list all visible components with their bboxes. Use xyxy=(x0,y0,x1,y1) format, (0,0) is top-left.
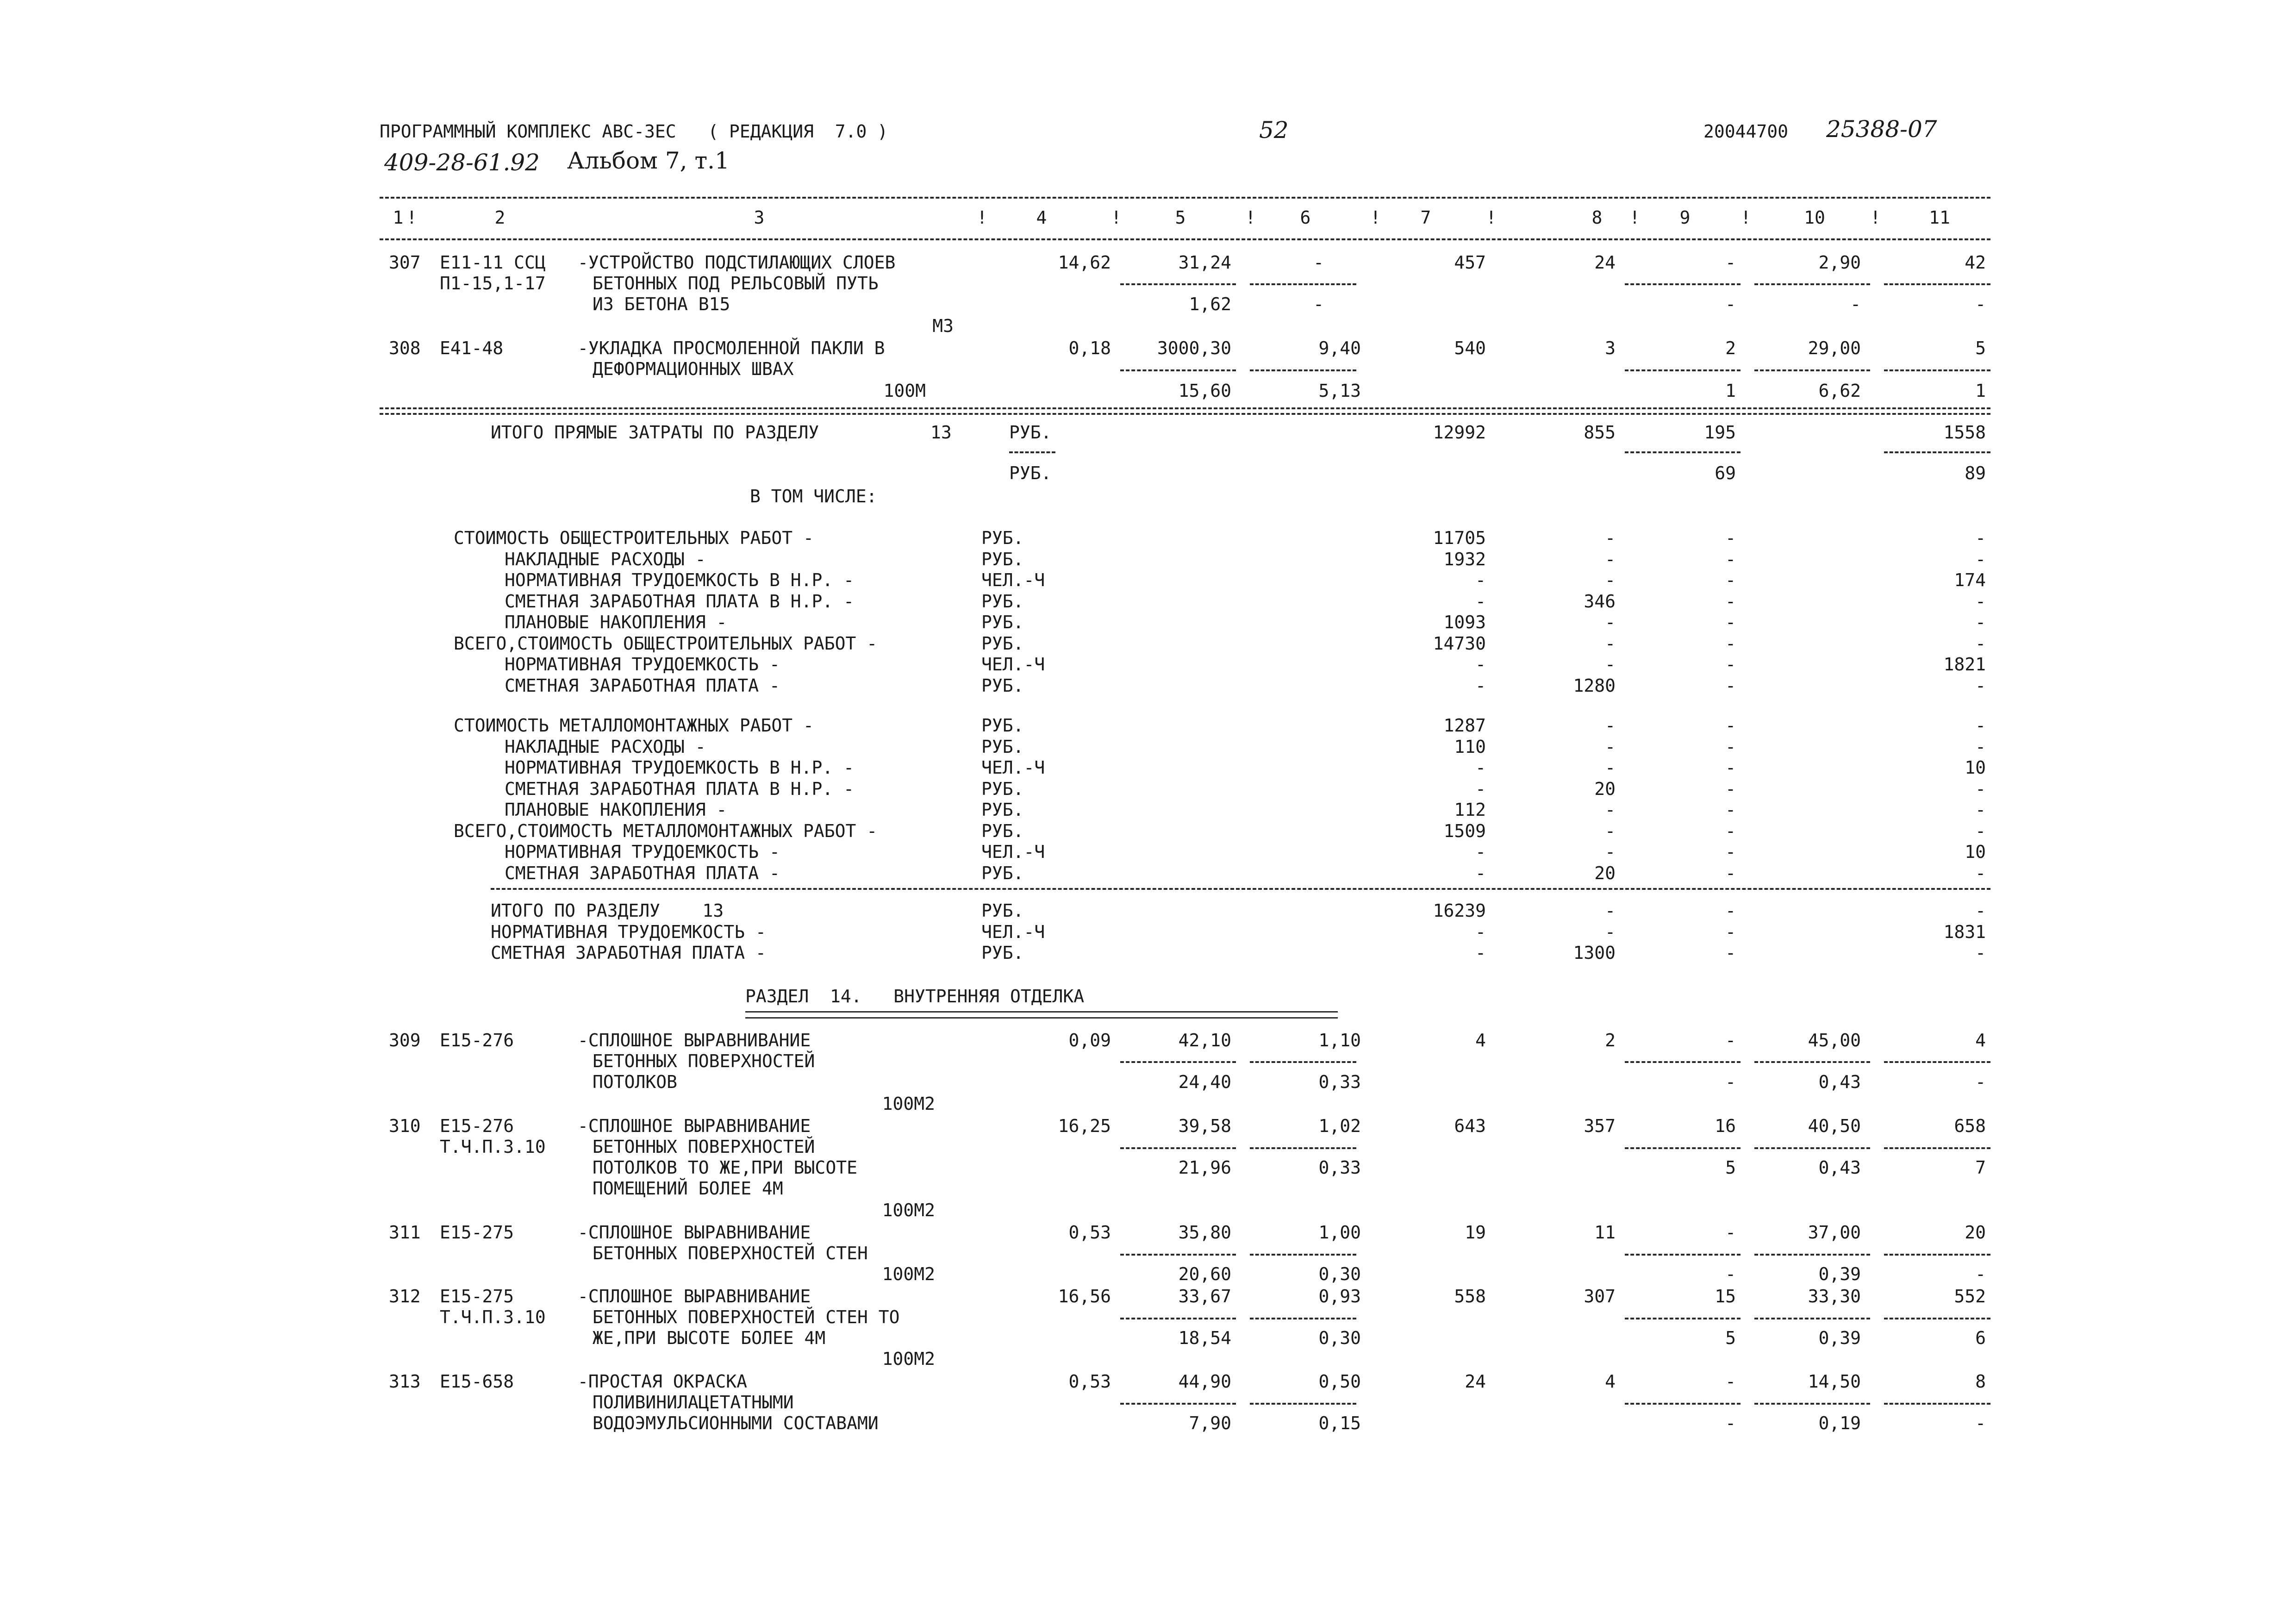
itogo-direct-col8: 855 xyxy=(1584,422,1616,443)
summary-col7: - xyxy=(1475,863,1486,883)
col10-value: 45,00 xyxy=(1808,1030,1861,1050)
itogo-direct-unit: РУБ. xyxy=(1009,422,1052,443)
row-unit: 100М2 xyxy=(882,1264,935,1284)
row-description: БЕТОННЫХ ПОВЕРХНОСТЕЙ xyxy=(593,1051,815,1071)
summary-col11: - xyxy=(1975,736,1986,757)
summary-col11: - xyxy=(1975,800,1986,820)
summary-label: ПЛАНОВЫЕ НАКОПЛЕНИЯ - xyxy=(505,800,727,820)
col10-value-b: 0,39 xyxy=(1818,1328,1861,1348)
row-description: БЕТОННЫХ ПОВЕРХНОСТЕЙ СТЕН xyxy=(593,1243,868,1263)
summary-col11: - xyxy=(1975,900,1986,921)
row-code-extra: Т.Ч.П.3.10 xyxy=(440,1307,546,1327)
itogo-direct-unit2: РУБ. xyxy=(1009,463,1052,483)
col6-value: 1,02 xyxy=(1318,1116,1361,1136)
summary-col7: 112 xyxy=(1454,800,1486,820)
summary-col7: - xyxy=(1475,654,1486,675)
summary-col8: - xyxy=(1605,800,1616,820)
row-description: ПОМЕЩЕНИЙ БОЛЕЕ 4М xyxy=(593,1178,783,1199)
col8-value: 357 xyxy=(1584,1116,1616,1136)
summary-col7: - xyxy=(1475,675,1486,696)
col9-value: - xyxy=(1725,252,1736,273)
summary-col11: 1831 xyxy=(1943,921,1986,942)
col11-value-b: 1 xyxy=(1975,381,1986,401)
summary-col11: - xyxy=(1975,820,1986,841)
col10-value: 37,00 xyxy=(1808,1222,1861,1243)
itogo-direct-section: 13 xyxy=(930,422,952,443)
row-number: 312 xyxy=(389,1286,421,1307)
summary-unit: ЧЕЛ.-Ч xyxy=(981,842,1045,862)
summary-col9: - xyxy=(1725,612,1736,632)
summary-label: ИТОГО ПО РАЗДЕЛУ 13 xyxy=(491,900,724,921)
col11-value-b: - xyxy=(1975,1072,1986,1092)
col5-price: 31,24 xyxy=(1178,252,1231,273)
summary-label: ВСЕГО,СТОИМОСТЬ ОБЩЕСТРОИТЕЛЬНЫХ РАБОТ - xyxy=(454,633,878,654)
row-code: Е15-658 xyxy=(440,1371,514,1392)
summary-col7: - xyxy=(1475,943,1486,963)
summary-unit: РУБ. xyxy=(981,800,1024,820)
summary-col7: 110 xyxy=(1454,736,1486,757)
col10-value: 33,30 xyxy=(1808,1286,1861,1307)
summary-label: СМЕТНАЯ ЗАРАБОТНАЯ ПЛАТА В Н.Р. - xyxy=(505,778,854,799)
summary-col11: - xyxy=(1975,549,1986,569)
summary-unit: РУБ. xyxy=(981,633,1024,654)
summary-col7: 14730 xyxy=(1433,633,1486,654)
col5-price-wage: 18,54 xyxy=(1178,1328,1231,1348)
row-code-extra: П1-15,1-17 xyxy=(440,273,546,294)
summary-col7: - xyxy=(1475,591,1486,612)
summary-unit: РУБ. xyxy=(981,612,1024,632)
summary-unit: РУБ. xyxy=(981,736,1024,757)
document-code: 20044700 xyxy=(1703,121,1789,142)
row-unit: М3 xyxy=(932,316,954,336)
row-description: -СПЛОШНОЕ ВЫРАВНИВАНИЕ xyxy=(578,1116,811,1136)
col9-value-b: 5 xyxy=(1725,1157,1736,1178)
row-description: ЖЕ,ПРИ ВЫСОТЕ БОЛЕЕ 4М xyxy=(593,1328,826,1348)
row-number: 307 xyxy=(389,252,421,273)
col11-value: 658 xyxy=(1954,1116,1986,1136)
summary-col7: - xyxy=(1475,778,1486,799)
table-top-rule xyxy=(380,197,1990,199)
summary-col11: 10 xyxy=(1965,757,1986,778)
col6-value: 1,00 xyxy=(1318,1222,1361,1243)
col11-value: 5 xyxy=(1975,338,1986,358)
summary-col8: - xyxy=(1605,842,1616,862)
col11-value-b: - xyxy=(1975,294,1986,314)
summary-col8: - xyxy=(1605,549,1616,569)
col8-value: 4 xyxy=(1605,1371,1616,1392)
document-number: 25388-07 xyxy=(1826,116,1937,143)
header-bottom-rule xyxy=(380,238,1990,240)
summary-col9: - xyxy=(1725,921,1736,942)
summary-unit: ЧЕЛ.-Ч xyxy=(981,757,1045,778)
col5-price: 39,58 xyxy=(1178,1116,1231,1136)
col5-price-wage: 1,62 xyxy=(1189,294,1231,314)
col6-value-wage: 0,30 xyxy=(1318,1328,1361,1348)
summary-col9: - xyxy=(1725,757,1736,778)
row-code: Е41-48 xyxy=(440,338,504,358)
summary-col7: - xyxy=(1475,757,1486,778)
summary-label: НОРМАТИВНАЯ ТРУДОЕМКОСТЬ В Н.Р. - xyxy=(505,757,854,778)
section-rule xyxy=(380,407,1990,409)
summary-col9: - xyxy=(1725,715,1736,736)
col5-price-wage: 15,60 xyxy=(1178,381,1231,401)
summary-unit: РУБ. xyxy=(981,549,1024,569)
summary-col11: 174 xyxy=(1954,570,1986,590)
col9-value: - xyxy=(1725,1222,1736,1243)
summary-col9: - xyxy=(1725,591,1736,612)
page-number: 52 xyxy=(1259,117,1289,144)
summary-col8: - xyxy=(1605,633,1616,654)
col7-total: 19 xyxy=(1465,1222,1486,1243)
col8-value: 11 xyxy=(1594,1222,1616,1243)
summary-col7: 1287 xyxy=(1443,715,1486,736)
row-code: Е15-276 xyxy=(440,1116,514,1136)
summary-col11: 10 xyxy=(1965,842,1986,862)
row-description: ПОТОЛКОВ ТО ЖЕ,ПРИ ВЫСОТЕ xyxy=(593,1157,857,1178)
row-description: -ПРОСТАЯ ОКРАСКА xyxy=(578,1371,748,1392)
row-unit: 100М2 xyxy=(882,1094,935,1114)
summary-label: НОРМАТИВНАЯ ТРУДОЕМКОСТЬ - xyxy=(505,654,780,675)
col6-value: - xyxy=(1313,252,1324,273)
col9-value-b: - xyxy=(1725,1264,1736,1284)
summary-col11: - xyxy=(1975,675,1986,696)
summary-unit: ЧЕЛ.-Ч xyxy=(981,654,1045,675)
summary-col7: 1509 xyxy=(1443,820,1486,841)
summary-col9: - xyxy=(1725,842,1736,862)
col5-price-wage: 21,96 xyxy=(1178,1157,1231,1178)
col9-value: 15 xyxy=(1715,1286,1736,1307)
summary-col11: - xyxy=(1975,943,1986,963)
row-unit: 100М xyxy=(883,381,926,401)
itogo-direct-col9b: 69 xyxy=(1715,463,1736,483)
row-description: ДЕФОРМАЦИОННЫХ ШВАХ xyxy=(593,359,794,379)
summary-label: ПЛАНОВЫЕ НАКОПЛЕНИЯ - xyxy=(505,612,727,632)
summary-label: ВСЕГО,СТОИМОСТЬ МЕТАЛЛОМОНТАЖНЫХ РАБОТ - xyxy=(454,820,878,841)
summary-col9: - xyxy=(1725,570,1736,590)
summary-unit: РУБ. xyxy=(981,528,1024,548)
itogo-direct-col7: 12992 xyxy=(1433,422,1486,443)
col8-value: 3 xyxy=(1605,338,1616,358)
row-description: -УСТРОЙСТВО ПОДСТИЛАЮЩИХ СЛОЕВ xyxy=(578,252,896,273)
section-14-title: РАЗДЕЛ 14. ВНУТРЕННЯЯ ОТДЕЛКА xyxy=(745,986,1085,1007)
col5-price: 33,67 xyxy=(1178,1286,1231,1307)
summary-label: НОРМАТИВНАЯ ТРУДОЕМКОСТЬ - xyxy=(491,921,766,942)
summary-col8: - xyxy=(1605,570,1616,590)
summary-unit: РУБ. xyxy=(981,900,1024,921)
summary-col8: - xyxy=(1605,612,1616,632)
summary-col11: - xyxy=(1975,633,1986,654)
col6-value: 0,93 xyxy=(1318,1286,1361,1307)
summary-col8: - xyxy=(1605,757,1616,778)
itogo-direct-col9: 195 xyxy=(1704,422,1736,443)
col10-value-b: 0,43 xyxy=(1818,1072,1861,1092)
row-number: 308 xyxy=(389,338,421,358)
col11-value-b: - xyxy=(1975,1264,1986,1284)
col10-value-b: 6,62 xyxy=(1818,381,1861,401)
row-unit: 100М2 xyxy=(882,1349,935,1369)
col11-value: 4 xyxy=(1975,1030,1986,1050)
col-header-7: 7 xyxy=(1420,207,1431,228)
album-code: 409-28-61.92 xyxy=(384,149,540,176)
col11-value-b: 7 xyxy=(1975,1157,1986,1178)
summary-col7: - xyxy=(1475,570,1486,590)
col9-value: 16 xyxy=(1715,1116,1736,1136)
col5-price-wage: 7,90 xyxy=(1189,1413,1231,1433)
col11-value: 20 xyxy=(1965,1222,1986,1243)
itogo-rule xyxy=(491,888,1990,890)
summary-col7: 1093 xyxy=(1443,612,1486,632)
row-code: Е15-275 xyxy=(440,1222,514,1243)
row-number: 309 xyxy=(389,1030,421,1050)
col-header-3: 3 xyxy=(754,207,765,228)
summary-col11: - xyxy=(1975,863,1986,883)
summary-label: НОРМАТИВНАЯ ТРУДОЕМКОСТЬ - xyxy=(505,842,780,862)
summary-unit: ЧЕЛ.-Ч xyxy=(981,570,1045,590)
summary-col9: - xyxy=(1725,654,1736,675)
col7-total: 540 xyxy=(1454,338,1486,358)
summary-label: СМЕТНАЯ ЗАРАБОТНАЯ ПЛАТА - xyxy=(491,943,766,963)
row-number: 311 xyxy=(389,1222,421,1243)
summary-label: СМЕТНАЯ ЗАРАБОТНАЯ ПЛАТА - xyxy=(505,863,780,883)
summary-col9: - xyxy=(1725,800,1736,820)
col7-total: 558 xyxy=(1454,1286,1486,1307)
col11-value-b: - xyxy=(1975,1413,1986,1433)
col9-value: - xyxy=(1725,1371,1736,1392)
section-rule xyxy=(380,413,1990,415)
col11-value: 8 xyxy=(1975,1371,1986,1392)
col8-value: 2 xyxy=(1605,1030,1616,1050)
program-header: ПРОГРАММНЫЙ КОМПЛЕКС АВС-ЗЕС ( РЕДАКЦИЯ 7.0 ) xyxy=(380,121,888,142)
summary-col9: - xyxy=(1725,675,1736,696)
col7-total: 457 xyxy=(1454,252,1486,273)
summary-col11: - xyxy=(1975,715,1986,736)
row-description: -СПЛОШНОЕ ВЫРАВНИВАНИЕ xyxy=(578,1222,811,1243)
summary-label: НОРМАТИВНАЯ ТРУДОЕМКОСТЬ В Н.Р. - xyxy=(505,570,854,590)
col5-price: 42,10 xyxy=(1178,1030,1231,1050)
summary-label: НАКЛАДНЫЕ РАСХОДЫ - xyxy=(505,736,706,757)
col5-price-wage: 20,60 xyxy=(1178,1264,1231,1284)
row-number: 310 xyxy=(389,1116,421,1136)
col6-value-wage: 5,13 xyxy=(1318,381,1361,401)
summary-col9: - xyxy=(1725,528,1736,548)
summary-col9: - xyxy=(1725,820,1736,841)
summary-col8: 1300 xyxy=(1573,943,1616,963)
row-description: ПОТОЛКОВ xyxy=(593,1072,678,1092)
summary-unit: РУБ. xyxy=(981,591,1024,612)
col9-value: - xyxy=(1725,1030,1736,1050)
col10-value-b: - xyxy=(1850,294,1861,314)
row-description: БЕТОННЫХ ПОД РЕЛЬСОВЫЙ ПУТЬ xyxy=(593,273,879,294)
summary-col9: - xyxy=(1725,633,1736,654)
summary-label: СМЕТНАЯ ЗАРАБОТНАЯ ПЛАТА - xyxy=(505,675,780,696)
col11-value: 552 xyxy=(1954,1286,1986,1307)
row-code: Е15-276 xyxy=(440,1030,514,1050)
summary-col8: - xyxy=(1605,715,1616,736)
row-description: БЕТОННЫХ ПОВЕРХНОСТЕЙ xyxy=(593,1137,815,1157)
col6-value-wage: 0,30 xyxy=(1318,1264,1361,1284)
col6-value-wage: 0,33 xyxy=(1318,1072,1361,1092)
col-header-9: 9 xyxy=(1679,207,1691,228)
col4-quantity: 0,09 xyxy=(1068,1030,1111,1050)
album-label: Альбом 7, т.1 xyxy=(567,147,730,174)
col9-value-b: - xyxy=(1725,1413,1736,1433)
summary-label: НАКЛАДНЫЕ РАСХОДЫ - xyxy=(505,549,706,569)
summary-col8: - xyxy=(1605,900,1616,921)
col10-value: 29,00 xyxy=(1808,338,1861,358)
col4-quantity: 16,56 xyxy=(1058,1286,1111,1307)
row-description: -СПЛОШНОЕ ВЫРАВНИВАНИЕ xyxy=(578,1286,811,1307)
summary-unit: ЧЕЛ.-Ч xyxy=(981,921,1045,942)
col10-value-b: 0,39 xyxy=(1818,1264,1861,1284)
row-description: -УКЛАДКА ПРОСМОЛЕННОЙ ПАКЛИ В xyxy=(578,338,885,358)
summary-col8: - xyxy=(1605,820,1616,841)
itogo-direct-col11b: 89 xyxy=(1965,463,1986,483)
col6-value: 9,40 xyxy=(1318,338,1361,358)
col9-value-b: - xyxy=(1725,1072,1736,1092)
col11-value-b: 6 xyxy=(1975,1328,1986,1348)
summary-col7: - xyxy=(1475,921,1486,942)
col6-value-wage: - xyxy=(1313,294,1324,314)
summary-unit: РУБ. xyxy=(981,943,1024,963)
summary-col9: - xyxy=(1725,778,1736,799)
summary-col11: 1821 xyxy=(1943,654,1986,675)
summary-unit: РУБ. xyxy=(981,778,1024,799)
section-14-underline xyxy=(745,1011,1338,1019)
summary-unit: РУБ. xyxy=(981,863,1024,883)
col6-value-wage: 0,15 xyxy=(1318,1413,1361,1433)
v-tom-chisle: В ТОМ ЧИСЛЕ: xyxy=(750,486,877,506)
summary-col9: - xyxy=(1725,863,1736,883)
summary-col11: - xyxy=(1975,591,1986,612)
row-description: -СПЛОШНОЕ ВЫРАВНИВАНИЕ xyxy=(578,1030,811,1050)
col6-value: 0,50 xyxy=(1318,1371,1361,1392)
summary-col8: 1280 xyxy=(1573,675,1616,696)
col9-value: 2 xyxy=(1725,338,1736,358)
summary-col7: 11705 xyxy=(1433,528,1486,548)
col11-value: 42 xyxy=(1965,252,1986,273)
col7-total: 643 xyxy=(1454,1116,1486,1136)
summary-col7: 16239 xyxy=(1433,900,1486,921)
summary-col9: - xyxy=(1725,549,1736,569)
summary-col11: - xyxy=(1975,528,1986,548)
col-header-11: 11 xyxy=(1929,207,1950,228)
col4-quantity: 14,62 xyxy=(1058,252,1111,273)
summary-col9: - xyxy=(1725,943,1736,963)
col-header-5: 5 xyxy=(1175,207,1186,228)
summary-unit: РУБ. xyxy=(981,675,1024,696)
col9-value-b: 5 xyxy=(1725,1328,1736,1348)
col6-value-wage: 0,33 xyxy=(1318,1157,1361,1178)
row-description: БЕТОННЫХ ПОВЕРХНОСТЕЙ СТЕН ТО xyxy=(593,1307,900,1327)
summary-col8: 20 xyxy=(1594,778,1616,799)
summary-col8: - xyxy=(1605,921,1616,942)
col10-value-b: 0,43 xyxy=(1818,1157,1861,1178)
itogo-direct-label: ИТОГО ПРЯМЫЕ ЗАТРАТЫ ПО РАЗДЕЛУ xyxy=(491,422,819,443)
col-header-8: 8 xyxy=(1591,207,1603,228)
col7-total: 24 xyxy=(1465,1371,1486,1392)
row-code: Е15-275 xyxy=(440,1286,514,1307)
col10-value: 2,90 xyxy=(1818,252,1861,273)
col4-quantity: 0,18 xyxy=(1068,338,1111,358)
summary-col8: 346 xyxy=(1584,591,1616,612)
row-code-extra: Т.Ч.П.3.10 xyxy=(440,1137,546,1157)
col10-value: 14,50 xyxy=(1808,1371,1861,1392)
col5-price: 3000,30 xyxy=(1157,338,1231,358)
col7-total: 4 xyxy=(1475,1030,1486,1050)
col5-price-wage: 24,40 xyxy=(1178,1072,1231,1092)
col-header-2: 2 xyxy=(494,207,505,228)
row-description: ИЗ БЕТОНА В15 xyxy=(593,294,730,314)
col4-quantity: 0,53 xyxy=(1068,1222,1111,1243)
summary-label: СТОИМОСТЬ МЕТАЛЛОМОНТАЖНЫХ РАБОТ - xyxy=(454,715,814,736)
col6-value: 1,10 xyxy=(1318,1030,1361,1050)
col-header-4: 4 xyxy=(1036,207,1047,228)
col4-quantity: 16,25 xyxy=(1058,1116,1111,1136)
col10-value-b: 0,19 xyxy=(1818,1413,1861,1433)
summary-col11: - xyxy=(1975,612,1986,632)
itogo-direct-col11: 1558 xyxy=(1943,422,1986,443)
col10-value: 40,50 xyxy=(1808,1116,1861,1136)
summary-col8: - xyxy=(1605,654,1616,675)
col-header-10: 10 xyxy=(1804,207,1825,228)
summary-label: СМЕТНАЯ ЗАРАБОТНАЯ ПЛАТА В Н.Р. - xyxy=(505,591,854,612)
summary-col9: - xyxy=(1725,736,1736,757)
summary-col8: 20 xyxy=(1594,863,1616,883)
summary-label: СТОИМОСТЬ ОБЩЕСТРОИТЕЛЬНЫХ РАБОТ - xyxy=(454,528,814,548)
row-number: 313 xyxy=(389,1371,421,1392)
summary-unit: РУБ. xyxy=(981,820,1024,841)
summary-col8: - xyxy=(1605,736,1616,757)
summary-col11: - xyxy=(1975,778,1986,799)
col8-value: 307 xyxy=(1584,1286,1616,1307)
col5-price: 35,80 xyxy=(1178,1222,1231,1243)
row-description: ВОДОЭМУЛЬСИОННЫМИ СОСТАВАМИ xyxy=(593,1413,879,1433)
col-header-6: 6 xyxy=(1300,207,1311,228)
row-description: ПОЛИВИНИЛАЦЕТАТНЫМИ xyxy=(593,1392,794,1413)
summary-col7: 1932 xyxy=(1443,549,1486,569)
col8-value: 24 xyxy=(1594,252,1616,273)
col-header-1: 1 xyxy=(393,207,404,228)
row-code: Е11-11 ССЦ xyxy=(440,252,546,273)
col4-quantity: 0,53 xyxy=(1068,1371,1111,1392)
summary-col9: - xyxy=(1725,900,1736,921)
col9-value-b: - xyxy=(1725,294,1736,314)
row-unit: 100М2 xyxy=(882,1200,935,1220)
summary-col7: - xyxy=(1475,842,1486,862)
col5-price: 44,90 xyxy=(1178,1371,1231,1392)
col9-value-b: 1 xyxy=(1725,381,1736,401)
summary-unit: РУБ. xyxy=(981,715,1024,736)
summary-col8: - xyxy=(1605,528,1616,548)
